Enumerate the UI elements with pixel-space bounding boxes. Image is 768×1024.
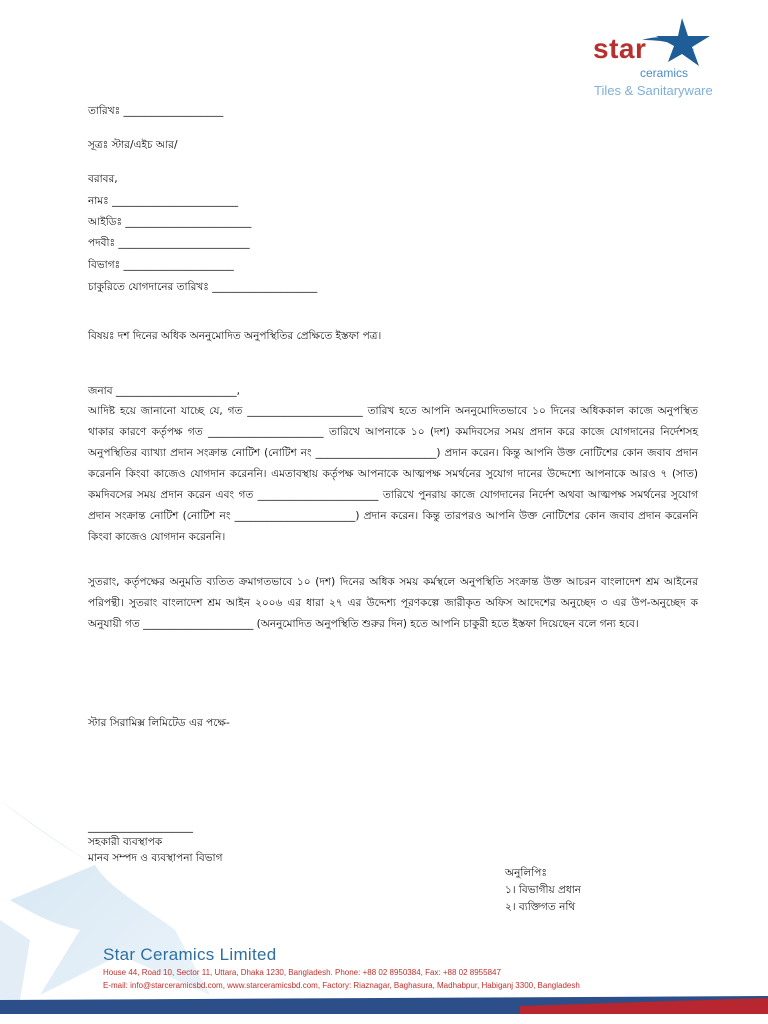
footer-contact: E-mail: info@starceramicsbd.com, www.starceramicsbd.com, Factory: Riaznagar, Baghasura, Madhabpur, Habiganj 3300, Bangladesh — [103, 981, 580, 990]
cc-item: ২। ব্যক্তিগত নথি — [505, 901, 576, 913]
body-paragraph-2: সুতরাং, কর্তৃপক্ষের অনুমতি ব্যতিত ক্রমাগতভাবে ১০ (দশ) দিনের অধিক সময় কর্মস্থলে অনুপস্থিতি সংক্রান্ত উক্ত আচরন বাংলাদেশ শ্রম আইনের পরিপন্থী। সুতরাং বাংলাদেশ শ্রম আইন ২০০৬ এর ধারা ২৭ এর উদ্দেশ্য পূরণকল্পে জারীকৃত অফিস আদেশের অনুচ্ছেদ ৩ এর উপ-অনুচ্ছেদ ক অনুযায়ী গত _____________________ (অননুমোদিত অনুপস্থিতি শুরুর দিন) হতে আপনি চাকুরী হতে ইস্তফা দিয়েছেন বলে গন্য হবে। — [88, 576, 698, 630]
cc-heading: অনুলিপিঃ — [505, 867, 547, 879]
logo-subtitle: ceramics — [640, 66, 689, 80]
signatory-title: সহকারী ব্যবস্থাপক — [88, 836, 163, 848]
subject-line: বিষয়ঃ দশ দিনের অধিক অননুমোদিত অনুপস্থিতির প্রেক্ষিতে ইস্তফা পত্র। — [88, 330, 382, 342]
footer-color-bar — [0, 996, 768, 1014]
signatory-department: মানব সম্পদ ও ব্যবস্থাপনা বিভাগ — [88, 852, 223, 864]
footer-company-name: Star Ceramics Limited — [103, 945, 277, 964]
designation-field: পদবীঃ _________________________ — [88, 237, 250, 249]
department-field: বিভাগঃ _____________________ — [88, 259, 234, 271]
reference-field: সূত্রঃ স্টার/এইচ আর/ — [88, 139, 178, 151]
logo-tagline: Tiles & Sanitaryware — [594, 83, 713, 98]
star-logo-icon — [642, 16, 714, 68]
footer-address: House 44, Road 10, Sector 11, Uttara, Dhaka 1230, Bangladesh. Phone: +88 02 8950384, Fax: +88 02 8955847 — [103, 968, 501, 977]
name-field: নামঃ ________________________ — [88, 195, 239, 207]
signature-line: ____________________ — [88, 821, 193, 833]
on-behalf-line: স্টার সিরামিক্স লিমিটেড এর পক্ষে- — [88, 717, 230, 729]
date-field: তারিখঃ ___________________ — [88, 105, 224, 117]
logo-wordmark: star — [593, 33, 647, 64]
cc-item: ১। বিভাগীয় প্রধান — [505, 884, 582, 896]
body-paragraph-1: আদিষ্ট হয়ে জানানো যাচ্ছে যে, গত ______________________ তারিখ হতে আপনি অননুমোদিতভাবে ১০ দিনের অধিককাল কাজে অনুপস্থিত থাকার কারণে কর্তৃপক্ষ গত ______________________ তারিখে আপনাকে ১০ (দশ) কমদিবসের সময় প্রদান করে কাজে যোগদানের নির্দেশসহ অনুপস্থিতির ব্যাখ্যা প্রদান সংক্রান্ত নোটিশ (নোটিশ নং _______________________) প্রদান করেন। কিন্তু আপনি উক্ত নোটিশের কোন জবাব প্রদান করেননি কিংবা কাজেও যোগদান করেননি। এমতাবস্থায় কর্তৃপক্ষ আপনাকে আত্মপক্ষ সমর্থনের সুযোগ দানের উদ্দেশ্যে আপনাকে আরও ৭ (সাত) কমদিবসের সময় প্রদান করেন এবং গত _______________________ তারিখে পুনরায় কাজে যোগদানের নির্দেশ অথবা আত্মপক্ষ সমর্থনের সুযোগ প্রদান সংক্রান্ত নোটিশ (নোটিশ নং _______________________) প্রদান করেন। কিন্তু তারপরও আপনি উক্ত নোটিশের কোন জবাব প্রদান করেননি কিংবা কাজেও যোগদান করেননি। — [88, 405, 698, 543]
id-field: আইডিঃ ________________________ — [88, 216, 252, 228]
salutation: জনাব _______________________, — [88, 385, 240, 397]
joining-date-field: চাকুরিতে যোগদানের তারিখঃ ____________________ — [88, 281, 318, 293]
recipient-heading: বরাবর, — [88, 173, 118, 185]
